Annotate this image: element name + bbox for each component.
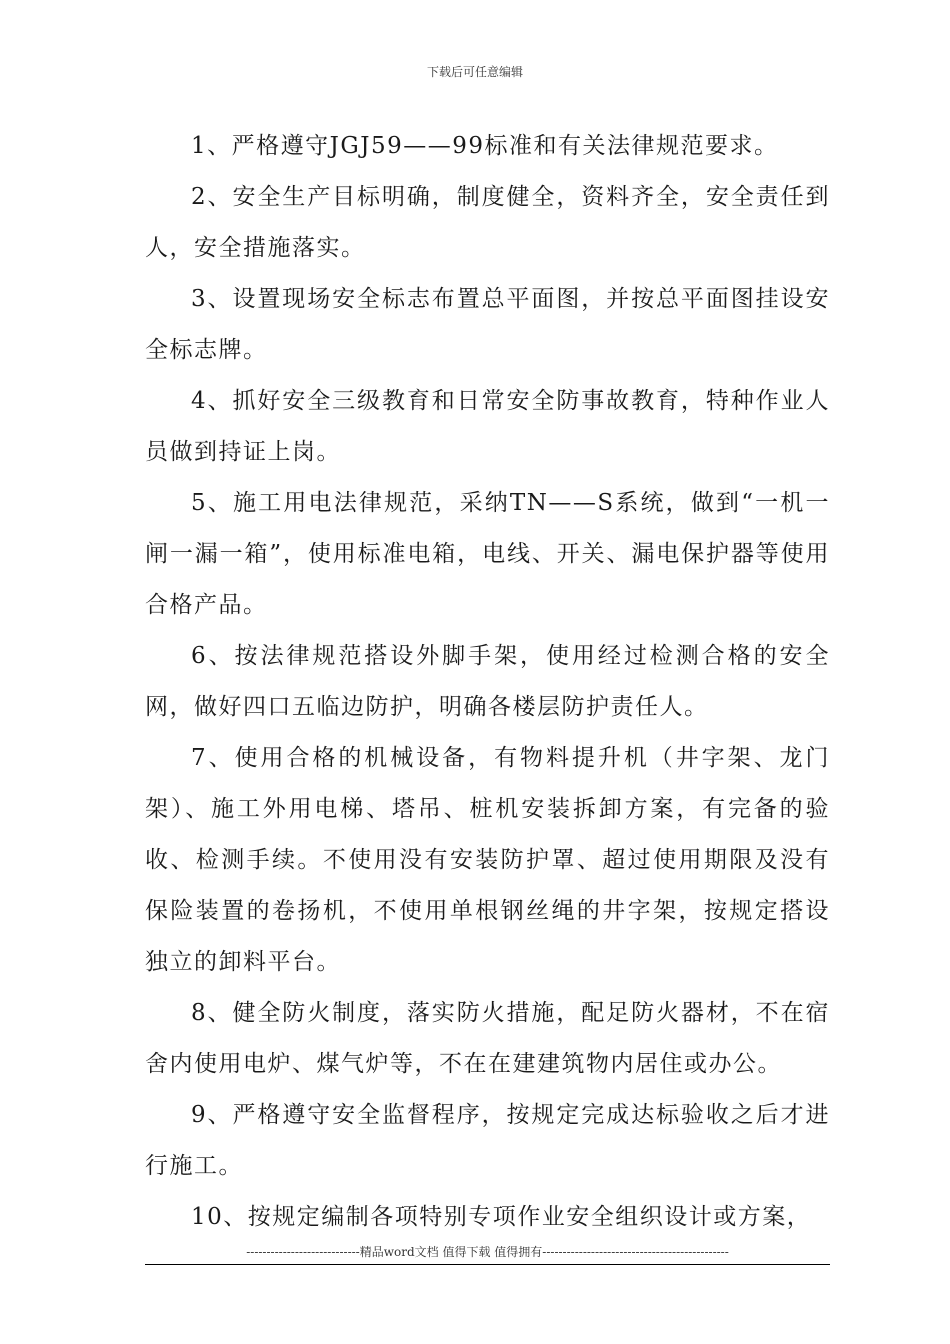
paragraph-1: 1、严格遵守JGJ59——99标准和有关法律规范要求。: [191, 133, 779, 159]
paragraph-3: 3、设置现场安全标志布置总平面图，并按总平面图挂设安全标志牌。: [145, 286, 830, 363]
paragraph-4: 4、抓好安全三级教育和日常安全防事故教育，特种作业人员做到持证上岗。: [145, 388, 830, 465]
paragraph-9: 9、严格遵守安全监督程序，按规定完成达标验收之后才进行施工。: [145, 1102, 830, 1179]
paragraph-10: 10、按规定编制各项特别专项作业安全组织设计或方案，: [191, 1204, 812, 1230]
document-body: [145, 121, 830, 1243]
paragraph-8: 8、健全防火制度，落实防火措施，配足防火器材，不在宿舍内使用电炉、煤气炉等，不在在建建筑物内居住或办公。: [145, 1000, 830, 1077]
paragraph-2: 2、安全生产目标明确，制度健全，资料齐全，安全责任到人，安全措施落实。: [145, 184, 830, 261]
paragraph-5: 5、施工用电法律规范，采纳TN——S系统，做到“一机一闸一漏一箱”，使用标准电箱，电线、开关、漏电保护器等使用合格产品。: [145, 490, 830, 618]
page-footer: ----------------------------精品word文档 值得下载 值得拥有----------------------------------------------: [145, 1244, 830, 1265]
page-header: 下载后可任意编辑: [426, 65, 523, 79]
paragraph-6: 6、按法律规范搭设外脚手架，使用经过检测合格的安全网，做好四口五临边防护，明确各楼层防护责任人。: [145, 643, 830, 720]
paragraph-7: 7、使用合格的机械设备，有物料提升机（井字架、龙门架）、施工外用电梯、塔吊、桩机安装拆卸方案，有完备的验收、检测手续。不使用没有安装防护罩、超过使用期限及没有保险装置的卷扬机，不使用单根钢丝绳的井字架，按规定搭设独立的卸料平台。: [145, 745, 830, 975]
